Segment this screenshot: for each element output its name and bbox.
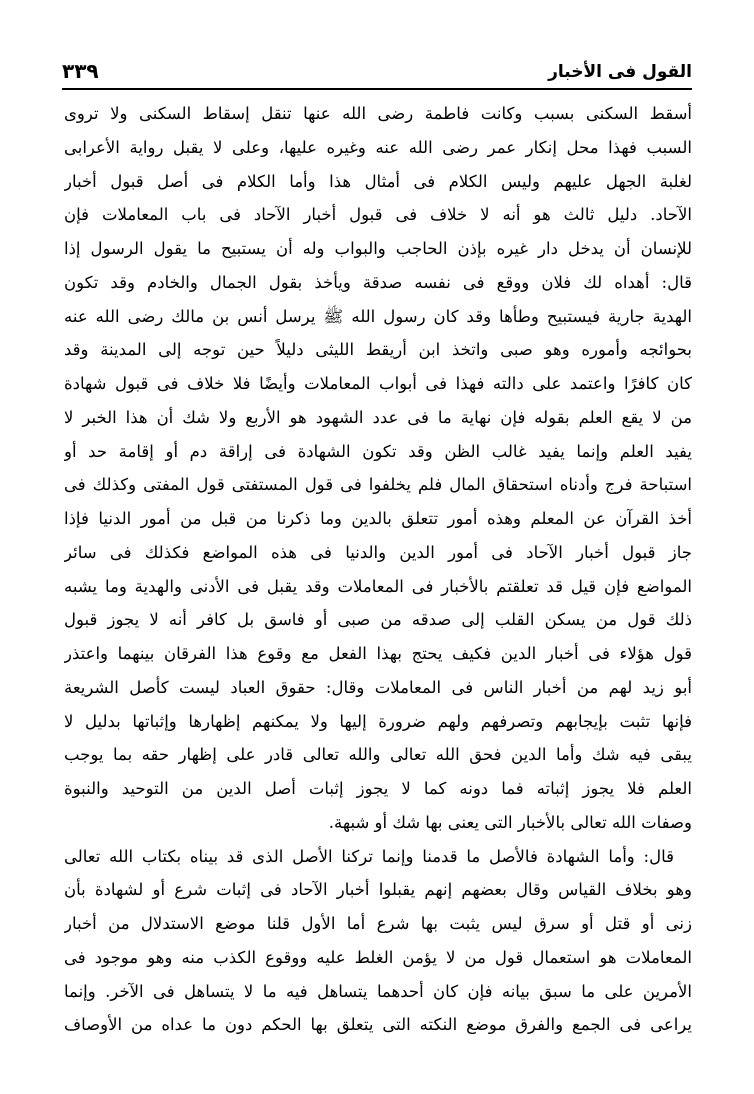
text-line: لغلبة الجهل عليهم وليس الكلام فى أمثال هذا وأما الكلام فى أصل قبول أخبار [64,171,692,191]
text-line: ذلك قول من يسكن القلب إلى صدقه من صبى أو فاسق بل كافر أنه لا يجوز قبول [64,610,692,630]
text-line: وهو بخلاف القياس وقال بعضهم إنهم يقبلوا أخبار الآحاد فى إثبات شرع أو لشهادة بأن [64,880,692,900]
running-title: القول فى الأخبار [548,62,692,82]
text-line: من لا يقع العلم بقوله فإن نهاية ما فى عدد الشهود هو الأربع ولا شك أن هذا الخبر لا [64,407,692,427]
text-line: جاز قبول أخبار الآحاد فى أمور الدين والدنيا فى هذه المواضع فكذلك فى سائر [64,542,692,562]
text-line: أسقط السكنى بسبب وكانت فاطمة رضى الله عنها تنقل إسقاط السكنى ولا تروى [64,104,692,123]
page-header [62,56,692,90]
body-text [64,97,692,1042]
text-line: العلم فلا يجوز إثباته فما دونه كما لا يجوز إثبات أصل الدين من التوحيد والنبوة [64,779,692,798]
text-line: الهدية جارية فيستبيح وطأها وقد كان رسول الله ﷺ يرسل أنس بن مالك رضى الله عنه [64,306,692,326]
text-line: قال: أهداه لك فلان ووقع فى نفسه صدقة ويأخذ بقول الجمال والخادم وقد تكون [64,272,692,292]
paragraph-start-line: قال: وأما الشهادة فالأصل ما قدمنا وإنما تركنا الأصل الذى قد بيناه بكتاب الله تعالى [64,846,674,866]
page-number: ٣٣٩ [62,59,99,83]
text-line: زنى أو قتل أو سرق ليس يثبت بها شرع أما الأول قلنا موضع الاستدلال من أخبار [64,914,692,933]
text-line: قول هؤلاء فى أخبار الدين فكيف يحتج بهذا الفعل مع وقوع هذا الفرقان بينهما واعتذر [64,644,692,663]
text-line: كان كافرًا واعتمد على دالته فهذا فى أبواب المعاملات وأيضًا فلا خلاف فى قبول شهادة [64,374,692,393]
text-line: يفيد العلم وإنما يفيد غالب الظن وقد تكون الشهادة فى إراقة دم أو إقامة حد أو [64,441,692,461]
text-line: فإنها تثبت بإيجابهم وتصرفهم ولهم ضرورة إليها ولا يمكنهم إظهارها وإثباتها بدليل لا [64,711,692,731]
text-line: المواضع فإن قيل قد تعلقتم بالأخبار فى المعاملات وقد يقبل فى الأدنى والهدية وما يشبه [64,576,692,596]
text-line: أبو زيد لهم من أخبار الناس فى المعاملات وقال: حقوق العباد ليست كأصل الشريعة [64,677,692,697]
text-line: يراعى فى الجمع والفرق موضع النكته التى يتعلق بها الحكم دون ما عداه من الأوصاف [64,1015,692,1035]
paragraph-end-line: وصفات الله تعالى بالأخبار التى يعنى بها شك أو شبهة. [328,812,692,832]
text-line: الآحاد. دليل ثالث هو أنه لا خلاف فى قبول أخبار الآحاد فى باب المعاملات فإن [64,205,692,225]
header-divider [62,88,692,90]
text-line: أخذ القرآن عن المعلم وهذه أمور تتعلق بالدين وما ذكرنا من قبل من أمور الدنيا فإذا [64,509,692,528]
text-line: بحوائجه وأموره وهو صبى واتخذ ابن أريقط الليثى دليلاً حين توجه إلى المدينة وقد [64,340,692,360]
text-line: يبقى فيه شك وأما الدين فحق الله تعالى والله تعالى قادر على إظهار حقه بما يوجب [64,745,692,765]
text-line: الأمرين على ما سبق بيانه فإن كان أحدهما يتساهل فيه ما لا يتساهل فى الآخر. وإنما [64,981,692,1001]
text-line: المعاملات هو استعمال قول من لا يؤمن الغلط عليه ووقوع الكذب منه وهو موجود فى [64,947,692,967]
text-line: السبب فهذا محل إنكار عمر رضى الله عنه وغيره عليها، وعلى لا يقبل رواية الأعرابى [64,137,692,157]
text-line: استباحة فرج وأدناه استحقاق المال فلم يخلفوا فى قول المستفتى قول المفتى وكذلك فى [64,475,692,495]
text-line: للإنسان أن يدخل دار غيره بإذن الحاجب والبواب وله أن يستبيح ما يقول الرسول إذا [64,239,692,258]
